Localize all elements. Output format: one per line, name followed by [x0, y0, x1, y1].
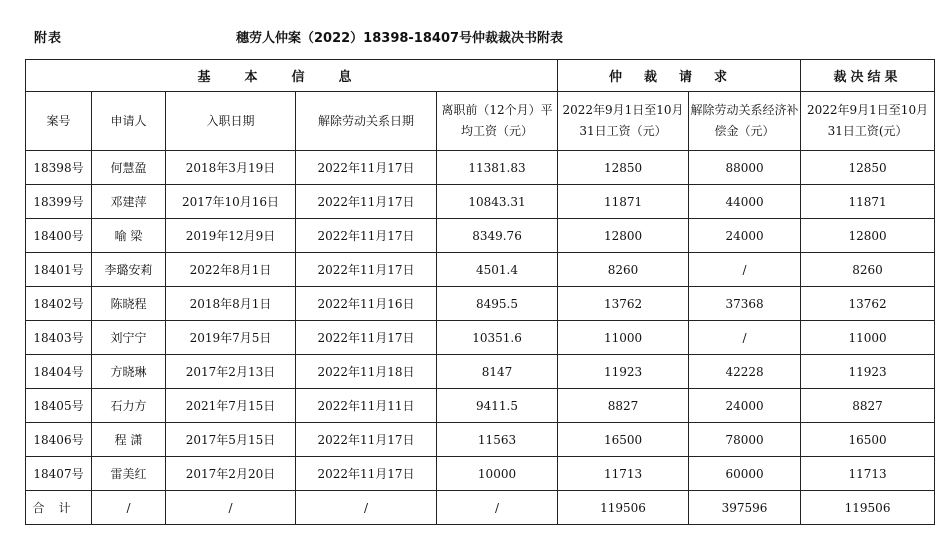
cell-termination-date: 2022年11月17日 [296, 321, 437, 355]
group-header-row [26, 60, 935, 92]
total-termination-date: / [296, 491, 437, 525]
cell-hire-date: 2018年3月19日 [166, 151, 296, 185]
cell-wage-result: 11000 [801, 321, 935, 355]
cell-applicant: 方晓琳 [92, 355, 166, 389]
cell-compensation: 24000 [689, 389, 801, 423]
cell-termination-date: 2022年11月17日 [296, 253, 437, 287]
cell-applicant: 石力方 [92, 389, 166, 423]
group-arbitration-claims: 仲裁请求 [558, 60, 801, 92]
total-hire-date: / [166, 491, 296, 525]
cell-applicant: 何慧盈 [92, 151, 166, 185]
cell-wage-result: 11713 [801, 457, 935, 491]
table-row [26, 219, 935, 253]
cell-wage-claim: 12850 [558, 151, 689, 185]
group-award-result: 裁决结果 [801, 60, 935, 92]
cell-wage-result: 8260 [801, 253, 935, 287]
cell-termination-date: 2022年11月18日 [296, 355, 437, 389]
cell-termination-date: 2022年11月11日 [296, 389, 437, 423]
cell-termination-date: 2022年11月17日 [296, 151, 437, 185]
cell-avg-wage: 10000 [437, 457, 558, 491]
cell-hire-date: 2017年2月20日 [166, 457, 296, 491]
column-header-row [26, 92, 935, 151]
col-hire-date: 入职日期 [166, 92, 296, 151]
table-row [26, 321, 935, 355]
cell-wage-claim: 11713 [558, 457, 689, 491]
table-row [26, 457, 935, 491]
total-row [26, 491, 935, 525]
cell-case-no: 18402号 [26, 287, 92, 321]
cell-case-no: 18403号 [26, 321, 92, 355]
cell-avg-wage: 10843.31 [437, 185, 558, 219]
cell-avg-wage: 8495.5 [437, 287, 558, 321]
cell-avg-wage: 9411.5 [437, 389, 558, 423]
total-avg-wage: / [437, 491, 558, 525]
cell-compensation: 88000 [689, 151, 801, 185]
cell-compensation: / [689, 253, 801, 287]
table-body [26, 60, 935, 525]
table-row [26, 253, 935, 287]
cell-hire-date: 2017年2月13日 [166, 355, 296, 389]
cell-compensation: 24000 [689, 219, 801, 253]
cell-wage-result: 13762 [801, 287, 935, 321]
cell-applicant: 程 潇 [92, 423, 166, 457]
cell-avg-wage: 4501.4 [437, 253, 558, 287]
col-compensation: 解除劳动关系经济补偿金（元） [689, 92, 801, 151]
cell-applicant: 雷美红 [92, 457, 166, 491]
cell-applicant: 邓建萍 [92, 185, 166, 219]
cell-applicant: 刘宁宁 [92, 321, 166, 355]
table-row [26, 389, 935, 423]
col-applicant: 申请人 [92, 92, 166, 151]
group-basic-info: 基本信息 [26, 60, 558, 92]
cell-wage-claim: 8827 [558, 389, 689, 423]
document-title: 穗劳人仲案（2022）18398-18407号仲裁裁决书附表 [236, 31, 564, 46]
cell-wage-result: 12800 [801, 219, 935, 253]
cell-avg-wage: 8349.76 [437, 219, 558, 253]
cell-avg-wage: 11381.83 [437, 151, 558, 185]
cell-case-no: 18407号 [26, 457, 92, 491]
appendix-label: 附表 [34, 31, 63, 46]
total-label: 合计 [26, 491, 92, 525]
cell-wage-result: 16500 [801, 423, 935, 457]
cell-hire-date: 2017年5月15日 [166, 423, 296, 457]
cell-avg-wage: 8147 [437, 355, 558, 389]
cell-applicant: 喻 梁 [92, 219, 166, 253]
cell-applicant: 陈晓程 [92, 287, 166, 321]
cell-case-no: 18398号 [26, 151, 92, 185]
cell-termination-date: 2022年11月17日 [296, 457, 437, 491]
col-case-no: 案号 [26, 92, 92, 151]
cell-wage-result: 12850 [801, 151, 935, 185]
col-wage-result: 2022年9月1日至10月31日工资(元） [801, 92, 935, 151]
cell-hire-date: 2019年7月5日 [166, 321, 296, 355]
total-wage-result: 119506 [801, 491, 935, 525]
cell-wage-result: 11871 [801, 185, 935, 219]
cell-hire-date: 2022年8月1日 [166, 253, 296, 287]
cell-hire-date: 2017年10月16日 [166, 185, 296, 219]
cell-case-no: 18399号 [26, 185, 92, 219]
col-wage-claim: 2022年9月1日至10月31日工资（元） [558, 92, 689, 151]
cell-wage-claim: 11871 [558, 185, 689, 219]
cell-case-no: 18406号 [26, 423, 92, 457]
cell-termination-date: 2022年11月17日 [296, 219, 437, 253]
cell-termination-date: 2022年11月17日 [296, 423, 437, 457]
cell-wage-result: 8827 [801, 389, 935, 423]
col-termination-date: 解除劳动关系日期 [296, 92, 437, 151]
cell-applicant: 李璐安莉 [92, 253, 166, 287]
cell-compensation: 44000 [689, 185, 801, 219]
cell-compensation: 78000 [689, 423, 801, 457]
cell-wage-claim: 11923 [558, 355, 689, 389]
arbitration-table [25, 59, 935, 525]
cell-wage-claim: 8260 [558, 253, 689, 287]
cell-compensation: 37368 [689, 287, 801, 321]
cell-avg-wage: 10351.6 [437, 321, 558, 355]
cell-termination-date: 2022年11月17日 [296, 185, 437, 219]
cell-wage-claim: 11000 [558, 321, 689, 355]
cell-hire-date: 2019年12月9日 [166, 219, 296, 253]
cell-case-no: 18400号 [26, 219, 92, 253]
total-compensation: 397596 [689, 491, 801, 525]
cell-wage-result: 11923 [801, 355, 935, 389]
table-row [26, 185, 935, 219]
total-wage-claim: 119506 [558, 491, 689, 525]
col-avg-wage: 离职前（12个月）平均工资（元） [437, 92, 558, 151]
table-row [26, 151, 935, 185]
table-row [26, 287, 935, 321]
cell-avg-wage: 11563 [437, 423, 558, 457]
total-applicant: / [92, 491, 166, 525]
cell-case-no: 18405号 [26, 389, 92, 423]
cell-compensation: 42228 [689, 355, 801, 389]
cell-compensation: 60000 [689, 457, 801, 491]
cell-compensation: / [689, 321, 801, 355]
cell-wage-claim: 16500 [558, 423, 689, 457]
table-row [26, 355, 935, 389]
table-row [26, 423, 935, 457]
cell-case-no: 18404号 [26, 355, 92, 389]
cell-hire-date: 2021年7月15日 [166, 389, 296, 423]
cell-case-no: 18401号 [26, 253, 92, 287]
cell-wage-claim: 12800 [558, 219, 689, 253]
cell-hire-date: 2018年8月1日 [166, 287, 296, 321]
cell-wage-claim: 13762 [558, 287, 689, 321]
cell-termination-date: 2022年11月16日 [296, 287, 437, 321]
